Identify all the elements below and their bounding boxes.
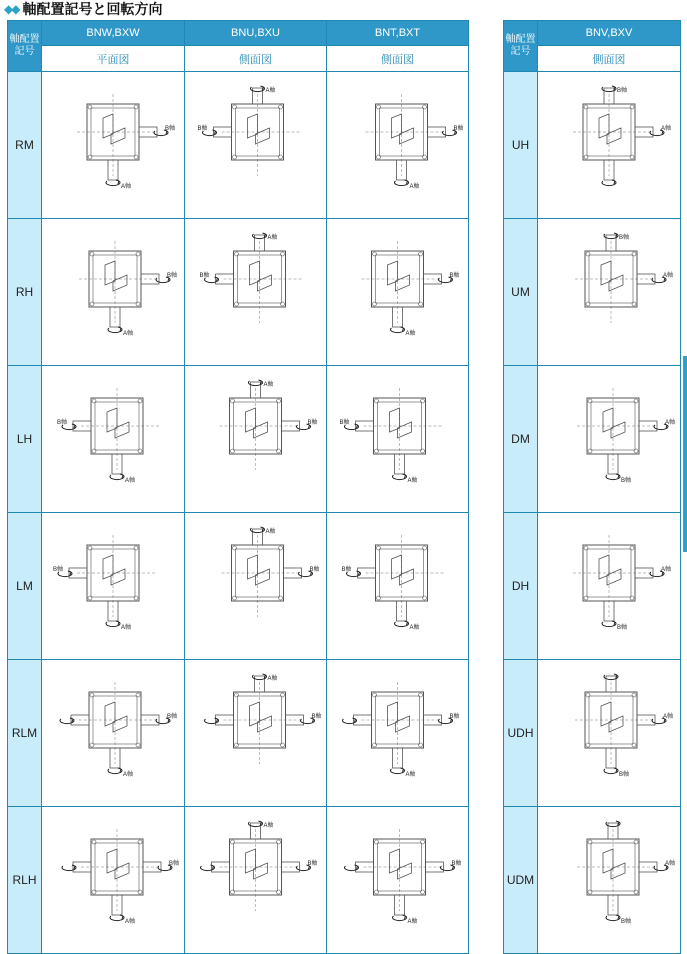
diagram-cell [42, 513, 185, 660]
gearbox-drawing [366, 94, 464, 190]
shaft-arrangement-diagram [327, 513, 468, 659]
section-title-text: 軸配置記号と回転方向 [22, 1, 163, 17]
gearbox-drawing [222, 527, 320, 617]
a-axis-label: A軸 [661, 567, 672, 573]
a-axis-label: A軸 [665, 861, 676, 867]
b-axis-label: B軸 [341, 567, 352, 573]
b-axis-label: B軸 [617, 88, 628, 94]
b-axis-label: B軸 [449, 273, 460, 279]
gearbox-drawing [573, 535, 671, 631]
diagram-cell [185, 72, 327, 219]
shaft-arrangement-diagram [42, 72, 184, 218]
gearbox-drawing [342, 535, 444, 631]
page-index-tab [683, 356, 687, 552]
a-axis-label: A軸 [409, 625, 420, 631]
shaft-arrangement-diagram [42, 366, 184, 512]
shaft-arrangement-diagram [538, 72, 680, 218]
column-series-bnw: BNW,BXW [42, 21, 185, 46]
a-axis-label: A軸 [409, 184, 420, 190]
section-title [4, 0, 162, 18]
gearbox-drawing [573, 86, 671, 186]
column-view-side: 側面図 [327, 46, 469, 72]
column-series-bnu: BNU,BXU [185, 21, 327, 46]
table-row [8, 513, 469, 660]
gearbox-drawing [57, 388, 159, 484]
b-axis-label: B軸 [307, 420, 318, 426]
b-axis-label: B軸 [311, 714, 322, 720]
b-axis-label: B軸 [339, 420, 350, 426]
arrangement-code: RM [8, 72, 42, 219]
diagram-cell [42, 660, 185, 807]
gearbox-drawing [577, 388, 675, 484]
b-axis-label: B軸 [449, 714, 460, 720]
diagram-cell [538, 660, 681, 807]
code-header: 軸配置記号 [8, 21, 42, 72]
arrangement-code: UH [504, 72, 538, 219]
table-row [8, 807, 469, 954]
a-axis-label: A軸 [263, 823, 274, 829]
a-axis-label: A軸 [267, 676, 278, 682]
b-axis-label: B軸 [167, 714, 178, 720]
a-axis-label: A軸 [407, 919, 418, 925]
diagram-cell [327, 72, 469, 219]
shaft-arrangement-diagram [538, 219, 680, 365]
table-row [504, 807, 681, 954]
diagram-cell [185, 660, 327, 807]
gearbox-drawing [201, 821, 318, 911]
diagram-cell [42, 72, 185, 219]
gearbox-drawing [205, 674, 322, 764]
diagram-cell [42, 366, 185, 513]
b-axis-label: B軸 [197, 126, 208, 132]
b-axis-label: B軸 [453, 126, 464, 132]
a-axis-label: A軸 [405, 772, 416, 778]
shaft-arrangement-diagram [538, 513, 680, 659]
table-row [504, 72, 681, 219]
diagram-cell [538, 219, 681, 366]
shaft-arrangement-diagram [42, 660, 184, 806]
a-axis-label: A軸 [121, 625, 132, 631]
arrangement-code: UDH [504, 660, 538, 807]
gearbox-drawing [340, 388, 442, 484]
gearbox-drawing [77, 94, 175, 190]
table-row [504, 660, 681, 807]
shaft-arrangement-diagram [327, 72, 468, 218]
shaft-arrangement-diagram [185, 219, 326, 365]
diagram-cell [538, 366, 681, 513]
b-axis-label: B軸 [621, 478, 632, 484]
column-view-side: 側面図 [185, 46, 327, 72]
shaft-arrangement-diagram [42, 219, 184, 365]
a-axis-label: A軸 [265, 529, 276, 535]
diagram-cell [185, 366, 327, 513]
arrangement-code: UDM [504, 807, 538, 954]
b-axis-label: B軸 [53, 567, 64, 573]
gearbox-drawing [200, 233, 302, 323]
shaft-arrangement-diagram [185, 513, 326, 659]
gearbox-drawing [575, 233, 673, 323]
gearbox-drawing [577, 821, 675, 925]
arrangement-code: RLH [8, 807, 42, 954]
shaft-arrangement-diagram [42, 807, 184, 953]
diagram-cell [185, 807, 327, 954]
gearbox-drawing [198, 86, 300, 176]
table-row [504, 219, 681, 366]
table-row [8, 366, 469, 513]
a-axis-label: A軸 [263, 382, 274, 388]
diagram-cell [185, 219, 327, 366]
b-axis-label: B軸 [619, 772, 630, 778]
b-axis-label: B軸 [619, 235, 630, 241]
a-axis-label: A軸 [265, 88, 276, 94]
a-axis-label: A軸 [125, 478, 136, 484]
code-header: 軸配置記号 [504, 21, 538, 72]
a-axis-label: A軸 [663, 273, 674, 279]
gearbox-drawing [343, 682, 460, 778]
b-axis-label: B軸 [167, 273, 178, 279]
gearbox-drawing [220, 380, 318, 470]
table-row [8, 72, 469, 219]
b-axis-label: B軸 [617, 625, 628, 631]
diagram-cell [538, 807, 681, 954]
table-row [8, 660, 469, 807]
a-axis-label: A軸 [121, 184, 132, 190]
b-axis-label: B軸 [621, 919, 632, 925]
a-axis-label: A軸 [125, 919, 136, 925]
arrangement-code: DM [504, 366, 538, 513]
shaft-arrangement-diagram [185, 72, 326, 218]
column-view-plan: 平面図 [42, 46, 185, 72]
arrangement-code: RLM [8, 660, 42, 807]
gearbox-drawing [60, 682, 177, 778]
diagram-cell [327, 219, 469, 366]
table-row [504, 513, 681, 660]
a-axis-label: A軸 [123, 331, 134, 337]
arrangement-code: RH [8, 219, 42, 366]
shaft-arrangement-diagram [185, 366, 326, 512]
column-series-bnt: BNT,BXT [327, 21, 469, 46]
diagram-cell [327, 807, 469, 954]
gearbox-drawing [345, 829, 462, 925]
diagram-cell [538, 72, 681, 219]
diagram-cell [42, 219, 185, 366]
shaft-arrangement-diagram [42, 513, 184, 659]
a-axis-label: A軸 [661, 126, 672, 132]
a-axis-label: A軸 [407, 478, 418, 484]
column-view-side: 側面図 [538, 46, 681, 72]
diamond-bullet-icon: ◆◆ [4, 2, 19, 16]
gearbox-drawing [53, 535, 155, 631]
diagram-cell [327, 660, 469, 807]
table-row [8, 219, 469, 366]
shaft-arrangement-diagram [185, 660, 326, 806]
gearbox-drawing [62, 829, 179, 925]
column-series-bnv: BNV,BXV [538, 21, 681, 46]
shaft-arrangement-diagram [538, 807, 680, 953]
diagram-cell [42, 807, 185, 954]
shaft-arrangement-diagram [327, 219, 468, 365]
arrangement-code: UM [504, 219, 538, 366]
shaft-arrangement-diagram [538, 366, 680, 512]
b-axis-label: B軸 [451, 861, 462, 867]
left-arrangement-table [7, 20, 469, 954]
a-axis-label: A軸 [665, 420, 676, 426]
arrangement-code: DH [504, 513, 538, 660]
gearbox-drawing [575, 674, 673, 778]
diagram-cell [185, 513, 327, 660]
gearbox-drawing [79, 241, 177, 337]
right-arrangement-table [503, 20, 681, 954]
a-axis-label: A軸 [123, 772, 134, 778]
b-axis-label: B軸 [169, 861, 180, 867]
gearbox-drawing [362, 241, 460, 337]
shaft-arrangement-diagram [327, 807, 468, 953]
a-axis-label: A軸 [663, 714, 674, 720]
arrangement-code: LM [8, 513, 42, 660]
shaft-arrangement-diagram [327, 366, 468, 512]
shaft-arrangement-diagram [185, 807, 326, 953]
diagram-cell [327, 513, 469, 660]
a-axis-label: A軸 [267, 235, 278, 241]
shaft-arrangement-diagram [327, 660, 468, 806]
diagram-cell [327, 366, 469, 513]
b-axis-label: B軸 [309, 567, 320, 573]
b-axis-label: B軸 [199, 273, 210, 279]
b-axis-label: B軸 [165, 126, 176, 132]
arrangement-code: LH [8, 366, 42, 513]
b-axis-label: B軸 [307, 861, 318, 867]
diagram-cell [538, 513, 681, 660]
b-axis-label: B軸 [57, 420, 68, 426]
a-axis-label: A軸 [405, 331, 416, 337]
shaft-arrangement-diagram [538, 660, 680, 806]
table-row [504, 366, 681, 513]
